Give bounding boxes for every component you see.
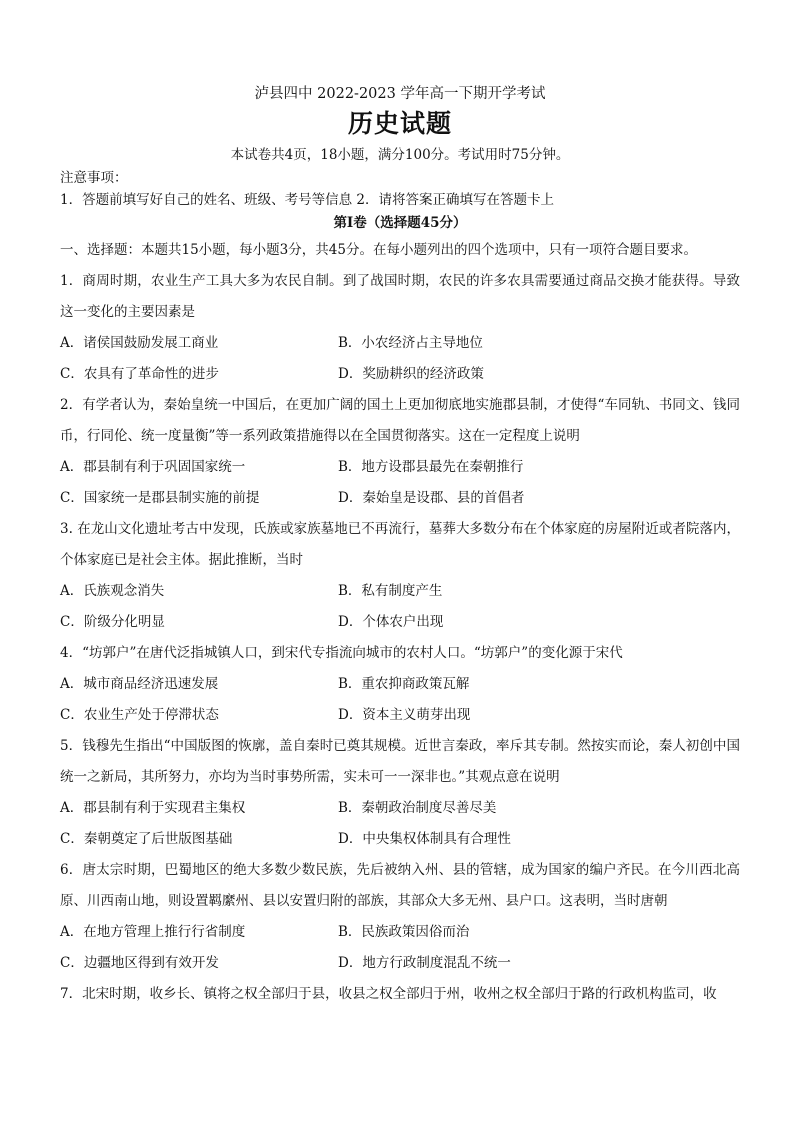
options-row bbox=[60, 328, 740, 359]
options-row bbox=[60, 824, 740, 855]
exam-intro: 本试卷共4页，18小题，满分100分。考试用时75分钟。 bbox=[230, 147, 570, 163]
school-line: 泸县四中 2022-2023 学年高一下期开学考试 bbox=[254, 86, 546, 102]
option-c: C．农具有了革命性的进步 bbox=[60, 366, 219, 382]
option-b: B．秦朝政治制度尽善尽美 bbox=[338, 800, 497, 816]
notes-heading: 注意事项： bbox=[60, 170, 128, 186]
question-3 bbox=[60, 514, 740, 638]
section-instructions: 一、选择题：本题共15小题，每小题3分，共45分。在每小题列出的四个选项中，只有一项符合题目要求。 bbox=[60, 242, 697, 258]
options-row bbox=[60, 452, 740, 483]
question-stem: 2．有学者认为，秦始皇统一中国后，在更加广阔的国土上更加彻底地实施郡县制，才使得“车同轨、书同文、钱同币，行同伦、统一度量衡”等一系列政策措施得以在全国贯彻落实。这在一定程度上说明 bbox=[60, 397, 740, 444]
question-stem: 6．唐太宗时期，巴蜀地区的绝大多数少数民族，先后被纳入州、县的管辖，成为国家的编户齐民。在今川西北高原、川西南山地，则设置羁縻州、县以安置归附的部族，其部众大多无州、县户口。这表明，当时唐朝 bbox=[60, 862, 740, 909]
question-7 bbox=[60, 979, 740, 1010]
exam-page bbox=[60, 80, 740, 1010]
options-row bbox=[60, 359, 740, 390]
page-title: 历史试题 bbox=[347, 109, 452, 138]
option-a: A．氏族观念消失 bbox=[60, 583, 165, 599]
options-row bbox=[60, 700, 740, 731]
option-a: A．郡县制有利于实现君主集权 bbox=[60, 800, 246, 816]
question-stem: 4．“坊郭户”在唐代泛指城镇人口，到宋代专指流向城市的农村人口。“坊郭户”的变化源于宋代 bbox=[60, 645, 623, 661]
option-c: C．秦朝奠定了后世版图基础 bbox=[60, 831, 233, 847]
option-d: D．个体农户出现 bbox=[338, 614, 444, 630]
option-d: D．奖励耕织的经济政策 bbox=[338, 366, 484, 382]
notes-item: 1．答题前填写好自己的姓名、班级、考号等信息 2．请将答案正确填写在答题卡上 bbox=[60, 192, 554, 208]
option-a: A．城市商品经济迅速发展 bbox=[60, 676, 219, 692]
options-row bbox=[60, 483, 740, 514]
option-a: A．郡县制有利于巩固国家统一 bbox=[60, 459, 246, 475]
option-c: C．阶级分化明显 bbox=[60, 614, 165, 630]
question-stem: 7．北宋时期，收乡长、镇将之权全部归于县，收县之权全部归于州，收州之权全部归于路的行政机构监司，收 bbox=[60, 986, 717, 1002]
option-b: B．小农经济占主导地位 bbox=[338, 335, 483, 351]
options-row bbox=[60, 669, 740, 700]
question-stem: 5．钱穆先生指出“中国版图的恢廓，盖自秦时已奠其规模。近世言秦政，率斥其专制。然按实而论，秦人初创中国统一之新局，其所努力，亦均为当时事势所需，实未可一一深非也。”其观点意在说明 bbox=[60, 738, 740, 785]
options-row bbox=[60, 607, 740, 638]
option-b: B．地方设郡县最先在秦朝推行 bbox=[338, 459, 524, 475]
option-d: D．资本主义萌芽出现 bbox=[338, 707, 471, 723]
question-6 bbox=[60, 855, 740, 979]
section-title: 第Ⅰ卷（选择题45分） bbox=[333, 215, 467, 231]
option-d: D．地方行政制度混乱不统一 bbox=[338, 955, 511, 971]
option-c: C．边疆地区得到有效开发 bbox=[60, 955, 219, 971]
option-b: B．民族政策因俗而治 bbox=[338, 924, 470, 940]
option-a: A．诸侯国鼓励发展工商业 bbox=[60, 335, 219, 351]
question-stem: 3. 在龙山文化遗址考古中发现，氏族或家族墓地已不再流行，墓葬大多数分布在个体家庭的房屋附近或者院落内，个体家庭已是社会主体。据此推断，当时 bbox=[60, 521, 740, 568]
options-row bbox=[60, 917, 740, 948]
question-4 bbox=[60, 638, 740, 731]
options-row bbox=[60, 948, 740, 979]
question-5 bbox=[60, 731, 740, 855]
options-row bbox=[60, 793, 740, 824]
option-b: B．私有制度产生 bbox=[338, 583, 443, 599]
question-1 bbox=[60, 266, 740, 390]
option-d: D．中央集权体制具有合理性 bbox=[338, 831, 511, 847]
option-c: C．农业生产处于停滞状态 bbox=[60, 707, 219, 723]
options-row bbox=[60, 576, 740, 607]
question-stem: 1．商周时期，农业生产工具大多为农民自制。到了战国时期，农民的许多农具需要通过商品交换才能获得。导致这一变化的主要因素是 bbox=[60, 273, 740, 320]
option-c: C．国家统一是郡县制实施的前提 bbox=[60, 490, 260, 506]
question-2 bbox=[60, 390, 740, 514]
option-b: B．重农抑商政策瓦解 bbox=[338, 676, 470, 692]
option-a: A．在地方管理上推行行省制度 bbox=[60, 924, 246, 940]
option-d: D．秦始皇是设郡、县的首倡者 bbox=[338, 490, 525, 506]
